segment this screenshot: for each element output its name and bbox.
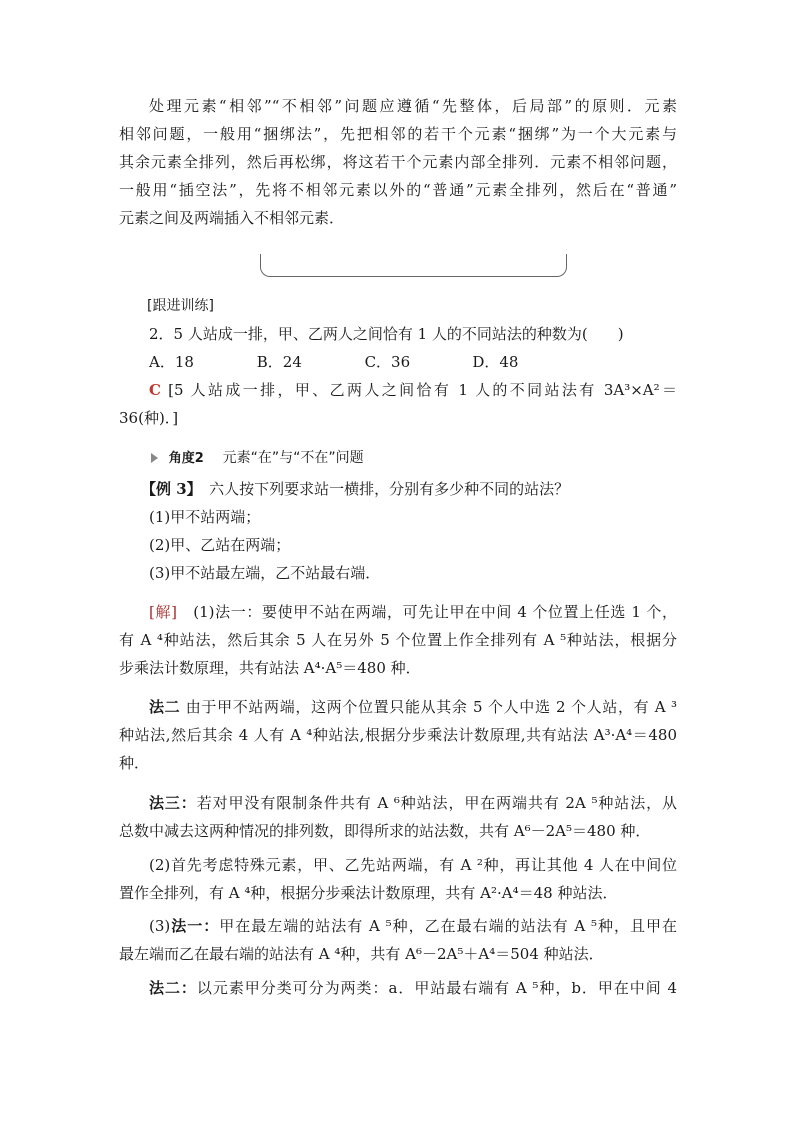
summary-line: 其余元素全排列，然后再松绑，将这若干个元素内部全排列．元素不相邻问题， <box>119 153 677 171</box>
example-part-2: (2)甲、乙站在两端； <box>149 536 291 554</box>
solution-method2 <box>119 693 677 777</box>
solution-p4-line1: (2)首先考虑特殊元素，甲、乙先站两端，有 A ²种，再让其他 4 人在中间位 <box>149 856 677 874</box>
summary-line: 一般用“插空法”，先将不相邻元素以外的“普通”元素全排列，然后在“普通” <box>119 181 677 199</box>
solution-p2-line2: 种站法,然后其余 4 人有 A ⁴种站法,根据分步乘法计数原理,共有站法 A³·A⁴＝480 <box>119 726 677 744</box>
solution-p4-line2: 置作全排列，有 A ⁴种，根据分步乘法计数原理，共有 A²·A⁴＝48 种站法． <box>119 884 618 902</box>
exercise-options <box>119 348 677 376</box>
summary-line: 处理元素“相邻”“不相邻”问题应遵循“先整体，后局部”的原则．元素 <box>149 97 677 115</box>
example-part-1: (1)甲不站两端； <box>149 508 261 526</box>
solution-part3-method2 <box>119 974 677 1002</box>
solution-text: 由于甲不站两端，这两个位置只能从其余 5 个人中选 2 个人站，有 A ³ <box>180 698 677 716</box>
summary-line: 元素之间及两端插入不相邻元素． <box>119 209 345 227</box>
solution-p5-line1 <box>119 912 677 940</box>
answer-explanation: [5 人站成一排，甲、乙两人之间恰有 1 人的不同站法有 3A³×A²＝ <box>168 381 677 399</box>
example-part-3: (3)甲不站最左端，乙不站最右端． <box>149 564 381 582</box>
solution-p6-line1 <box>119 974 677 1002</box>
solution-p3-line2: 总数中减去这两种情况的排列数，即得所求的站法数，共有 A⁶－2A⁵＝480 种． <box>119 822 651 840</box>
summary-paragraph <box>119 92 677 232</box>
part-number: (3) <box>149 917 171 935</box>
exercise-answer-line2: 36(种)．] <box>119 409 179 427</box>
method-label: 法三： <box>149 794 197 812</box>
solution-section <box>119 598 677 682</box>
example-stem: 六人按下列要求站一横排，分别有多少种不同的站法？ <box>194 480 570 498</box>
option-b: B．24 <box>256 353 302 371</box>
example-stem-line <box>119 475 677 503</box>
angle-heading <box>119 443 677 471</box>
solution-text: 以元素甲分类可分为两类：a．甲站最右端有 A ⁵种，b．甲在中间 4 <box>196 979 677 997</box>
angle-title: 元素“在”与“不在”问题 <box>222 450 364 466</box>
angle-label: 角度2 <box>168 451 204 466</box>
solution-part3 <box>119 912 677 968</box>
example-tag: 【例 3】 <box>141 480 195 498</box>
summary-box-bracket <box>260 254 567 277</box>
exercise-question: 2．5 人站成一排，甲、乙两人之间恰有 1 人的不同站法的种数为( ) <box>149 325 624 343</box>
method-label: 法二 <box>149 698 181 716</box>
option-c: C．36 <box>364 353 411 371</box>
exercise-answer-line <box>119 376 677 404</box>
solution-p2-line1 <box>119 693 677 721</box>
option-d: D．48 <box>472 353 519 371</box>
option-a: A．18 <box>149 353 194 371</box>
solution-method3 <box>119 789 677 845</box>
method-label: 法二： <box>149 979 197 997</box>
exercise-header: [跟进训练] <box>147 298 214 314</box>
solution-text: 甲在最左端的站法有 A ⁵种，乙在最右端的站法有 A ⁵种，且甲在 <box>219 917 677 935</box>
solution-p5-line2: 最左端而乙在最右端的站法有 A ⁴种，共有 A⁶－2A⁵＋A⁴＝504 种站法． <box>119 945 604 963</box>
summary-line: 相邻问题，一般用“捆绑法”，先把相邻的若干个元素“捆绑”为一个大元素与 <box>119 125 677 143</box>
solution-p2-line3: 种． <box>119 754 150 772</box>
triangle-marker-icon <box>151 453 158 463</box>
solution-text: (1)法一：要使甲不站在两端，可先让甲在中间 4 个位置上任选 1 个， <box>176 603 677 621</box>
solution-part2 <box>119 851 677 907</box>
solution-tag: [解] <box>149 603 177 621</box>
exercise-section <box>119 292 677 432</box>
example-section <box>119 475 677 587</box>
solution-p1-line2: 有 A ⁴种站法，然后其余 5 人在另外 5 个位置上作全排列有 A ⁵种站法，根据分 <box>119 631 677 649</box>
solution-text: 若对甲没有限制条件共有 A ⁶种站法，甲在两端共有 2A ⁵种站法，从 <box>196 794 677 812</box>
method-label: 法一： <box>170 917 220 935</box>
answer-letter: C <box>149 381 161 399</box>
solution-p3-line1 <box>119 789 677 817</box>
solution-p1-line1 <box>119 598 677 626</box>
solution-p1-line3: 步乘法计数原理，共有站法 A⁴·A⁵＝480 种． <box>119 659 421 677</box>
